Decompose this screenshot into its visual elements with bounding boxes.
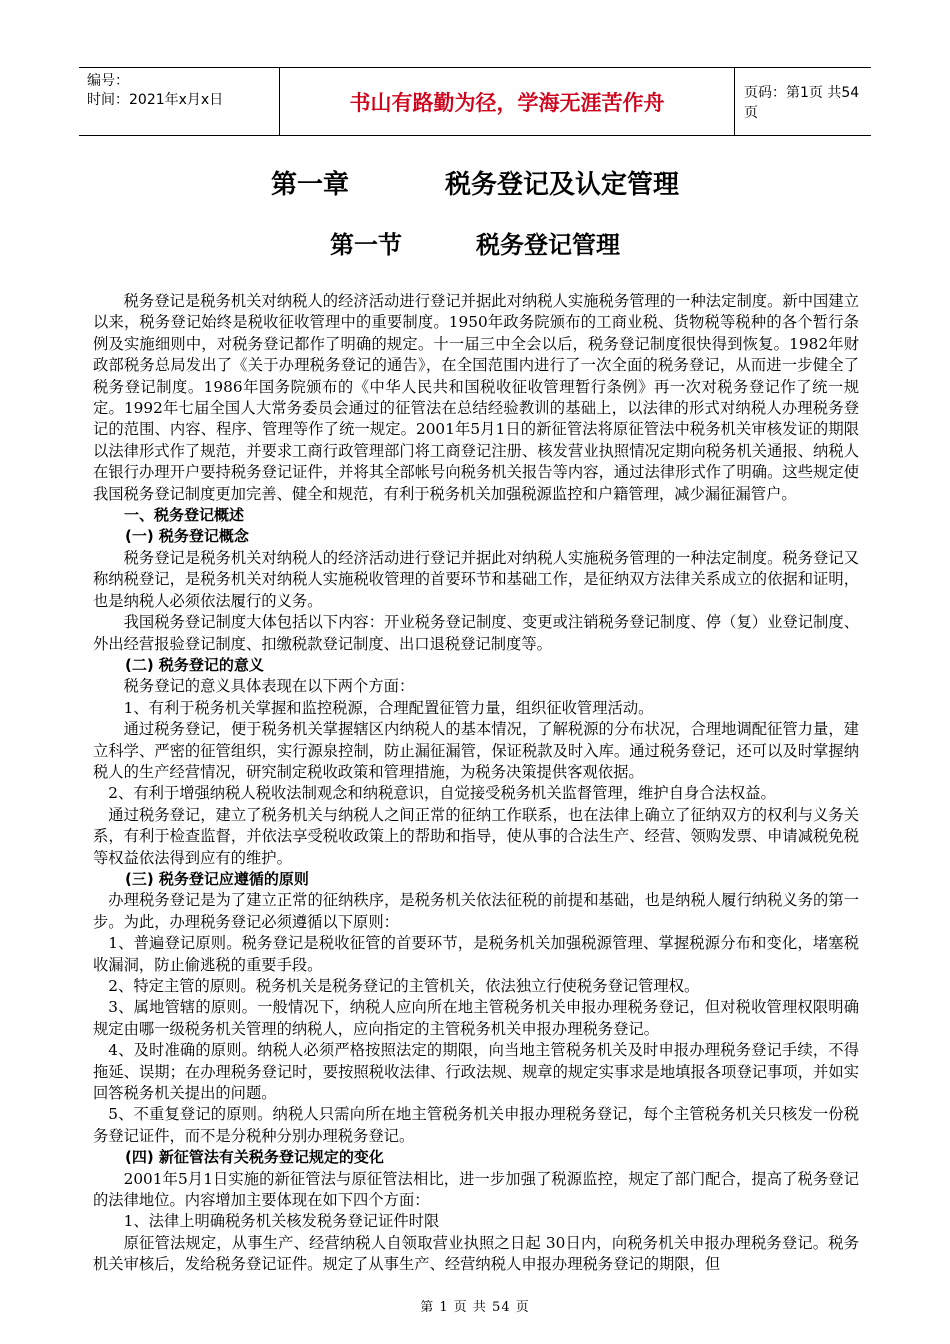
section-number: 第一节 xyxy=(330,231,402,259)
document-body xyxy=(93,291,859,1276)
list-item: 4、及时准确的原则。纳税人必须严格按照法定的期限，向当地主管税务机关及时申报办理税务登记手续，不得拖延、误期；在办理税务登记时，要按照税收法律、行政法规、规章的规定实事求是地填报各项登记事项，并如实回答税务机关提出的问题。 xyxy=(93,1041,859,1103)
subheading-significance: (二) 税务登记的意义 xyxy=(125,655,264,674)
header-meta-cell xyxy=(79,68,280,135)
paragraph-intro: 税务登记是税务机关对纳税人的经济活动进行登记并据此对纳税人实施税务管理的一种法定制度。新中国建立以来，税务登记始终是税收征收管理中的重要制度。1950年政务院颁布的工商业税、货物税等税种的各个暂行条例及实施细则中，对税务登记都作了明确的规定。十一届三中全会以后，税务登记制度很快得到恢复。1982年财政部税务总局发出了《关于办理税务登记的通告》，在全国范围内进行了一次全面的税务登记，从而进一步健全了税务登记制度。1986年国务院颁布的《中华人民共和国税收征收管理暂行条例》再一次对税务登记作了统一规定。1992年七届全国人大常务委员会通过的征管法在总结经验教训的基础上，以法律的形式对纳税人办理税务登记的范围、内容、程序、管理等作了统一规定。2001年5月1日的新征管法将原征管法中税务机关审核发证的期限以法律形式作了规范，并要求工商行政管理部门将工商登记注册、核发营业执照情况定期向税务机关通报、纳税人在银行办理开户要持税务登记证件，并将其全部帐号向税务机关报告等内容，通过法律形式作了明确。这些规定使我国税务登记制度更加完善、健全和规范，有利于税务机关加强税源监控和户籍管理，减少漏征漏管户。 xyxy=(93,292,859,503)
subheading-principles: (三) 税务登记应遵循的原则 xyxy=(125,869,309,888)
subheading-changes: (四) 新征管法有关税务登记规定的变化 xyxy=(125,1148,384,1167)
paragraph: 2001年5月1日实施的新征管法与原征管法相比，进一步加强了税源监控，规定了部门配合，提高了税务登记的法律地位。内容增加主要体现在如下四个方面： xyxy=(93,1169,859,1210)
list-item: 1、有利于税务机关掌握和监控税源，合理配置征管力量，组织征收管理活动。 xyxy=(123,698,654,717)
heading-overview: 一、税务登记概述 xyxy=(124,506,245,525)
paragraph: 税务登记的意义具体表现在以下两个方面： xyxy=(123,677,415,696)
paragraph: 办理税务登记是为了建立正常的征纳秩序，是税务机关依法征税的前提和基础，也是纳税人履行纳税义务的第一步。为此，办理税务登记必须遵循以下原则： xyxy=(93,891,859,931)
paragraph: 税务登记是税务机关对纳税人的经济活动进行登记并据此对纳税人实施税务管理的一种法定制度。税务登记又称纳税登记，是税务机关对纳税人实施税收管理的首要环节和基础工作，是征纳双方法律关系成立的依据和证明，也是纳税人必须依法履行的义务。 xyxy=(93,548,859,610)
paragraph: 我国税务登记制度大体包括以下内容：开业税务登记制度、变更或注销税务登记制度、停（复）业登记制度、外出经营报验登记制度、扣缴税款登记制度、出口退税登记制度等。 xyxy=(93,613,859,653)
subheading-concept: (一) 税务登记概念 xyxy=(125,527,249,546)
list-item: 2、有利于增强纳税人税收法制观念和纳税意识，自觉接受税务机关监督管理，维护自身合法权益。 xyxy=(108,784,776,803)
paragraph: 通过税务登记，建立了税务机关与纳税人之间正常的征纳工作联系，也在法律上确立了征纳双方的权利与义务关系，有利于检查监督，并依法享受税收政策上的帮助和指导，使从事的合法生产、经营、领购发票、申请减税免税等权益依法得到应有的维护。 xyxy=(93,805,859,867)
document-time-label: 时间：2021年x月x日 xyxy=(87,92,224,108)
header-table xyxy=(79,67,871,136)
document-number-label: 编号： xyxy=(87,73,129,89)
chapter-title: 税务登记及认定管理 xyxy=(445,170,680,200)
chapter-number: 第一章 xyxy=(270,170,349,200)
list-item: 1、法律上明确税务机关核发税务登记证件时限 xyxy=(123,1212,440,1231)
list-item: 3、属地管辖的原则。一般情况下，纳税人应向所在地主管税务机关申报办理税务登记，但对税收管理权限明确规定由哪一级税务机关管理的纳税人，应向指定的主管税务机关申报办理税务登记。 xyxy=(93,998,859,1038)
chapter-heading xyxy=(0,164,950,201)
header-page-label: 页码：第1页 共54页 xyxy=(744,84,860,121)
list-item: 5、不重复登记的原则。纳税人只需向所在地主管税务机关申报办理税务登记，每个主管税务机关只核发一份税务登记证件，而不是分税种分别办理税务登记。 xyxy=(93,1105,859,1145)
list-item: 2、特定主管的原则。税务机关是税务登记的主管机关，依法独立行使税务登记管理权。 xyxy=(108,977,700,995)
list-item: 1、普遍登记原则。税务登记是税收征管的首要环节，是税务机关加强税源管理、掌握税源分布和变化，堵塞税收漏洞，防止偷逃税的重要手段。 xyxy=(93,934,859,974)
section-title: 税务登记管理 xyxy=(476,231,620,259)
page-footer: 第 1 页 共 54 页 xyxy=(420,1300,530,1315)
paragraph: 原征管法规定，从事生产、经营纳税人自领取营业执照之日起 30日内，向税务机关申报办理税务登记。税务机关审核后，发给税务登记证件。规定了从事生产、经营纳税人申报办理税务登记的期限，但 xyxy=(93,1233,859,1274)
paragraph: 通过税务登记，便于税务机关掌握辖区内纳税人的基本情况，了解税源的分布状况，合理地调配征管力量，建立科学、严密的征管组织，实行源泉控制，防止漏征漏管，保证税款及时入库。通过税务登记，还可以及时掌握纳税人的生产经营情况，研究制定税收政策和管理措施，为税务决策提供客观依据。 xyxy=(93,720,859,781)
header-slogan: 书山有路勤为径，学海无涯苦作舟 xyxy=(280,68,735,135)
section-heading xyxy=(0,225,950,260)
